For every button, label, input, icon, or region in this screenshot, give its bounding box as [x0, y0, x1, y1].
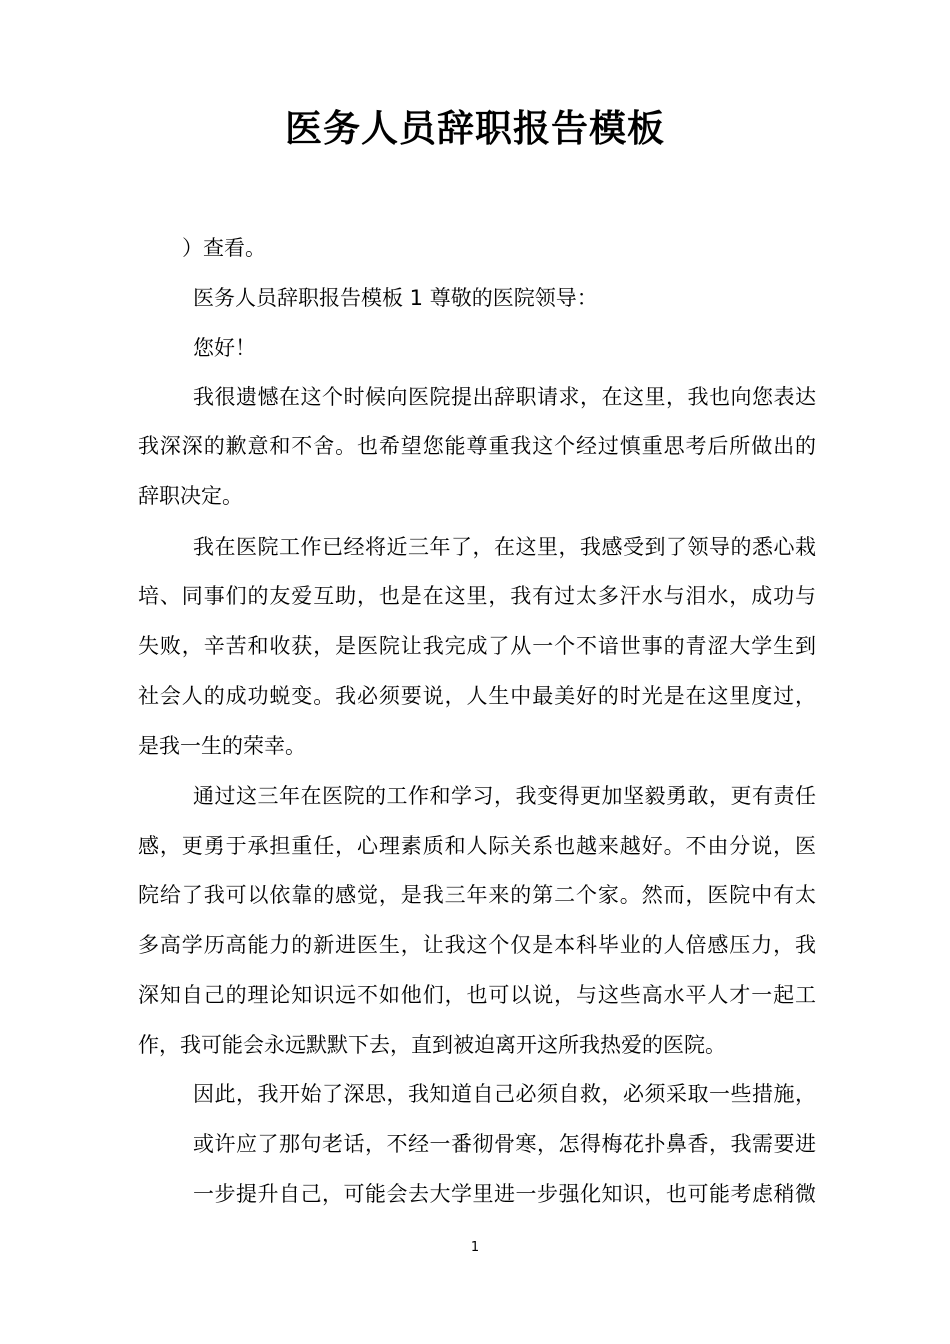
text-line: 通过这三年在医院的工作和学习，我变得更加坚毅勇敢，更有责任 — [193, 784, 816, 808]
text-line: 一步提升自己，可能会去大学里进一步强化知识，也可能考虑稍微 — [193, 1182, 816, 1206]
text-line: 失败，辛苦和收获，是医院让我完成了从一个不谙世事的青涩大学生到 — [138, 634, 816, 658]
text-line: 或许应了那句老话，不经一番彻骨寒，怎得梅花扑鼻香，我需要进 — [193, 1132, 816, 1156]
text-line: 是我一生的荣幸。 — [138, 734, 306, 758]
text-line: 医务人员辞职报告模板 1 尊敬的医院领导： — [193, 286, 598, 310]
text-line: 感，更勇于承担重任，心理素质和人际关系也越来越好。不由分说，医 — [138, 834, 816, 858]
text-line: 培、同事们的友爱互助，也是在这里，我有过太多汗水与泪水，成功与 — [138, 584, 816, 608]
text-line: 我很遗憾在这个时候向医院提出辞职请求，在这里，我也向您表达 — [193, 385, 816, 409]
text-line: 深知自己的理论知识远不如他们，也可以说，与这些高水平人才一起工 — [138, 983, 816, 1007]
text-line: 院给了我可以依靠的感觉，是我三年来的第二个家。然而，医院中有太 — [138, 883, 816, 907]
text-line: 社会人的成功蜕变。我必须要说，人生中最美好的时光是在这里度过， — [138, 684, 816, 708]
page-number: 1 — [470, 1240, 480, 1255]
text-line: 多高学历高能力的新进医生，让我这个仅是本科毕业的人倍感压力，我 — [138, 933, 816, 957]
document-title: 医务人员辞职报告模板 — [285, 107, 665, 150]
text-line: 您好！ — [193, 336, 256, 360]
text-line: 作，我可能会永远默默下去，直到被迫离开这所我热爱的医院。 — [138, 1033, 726, 1057]
text-line: 辞职决定。 — [138, 484, 243, 508]
text-line: 我深深的歉意和不舍。也希望您能尊重我这个经过慎重思考后所做出的 — [138, 434, 816, 458]
text-line: 因此，我开始了深思，我知道自己必须自救，必须采取一些措施， — [193, 1082, 816, 1106]
text-line: 我在医院工作已经将近三年了，在这里，我感受到了领导的悉心栽 — [193, 535, 816, 559]
text-line: ）查看。 — [182, 236, 266, 260]
